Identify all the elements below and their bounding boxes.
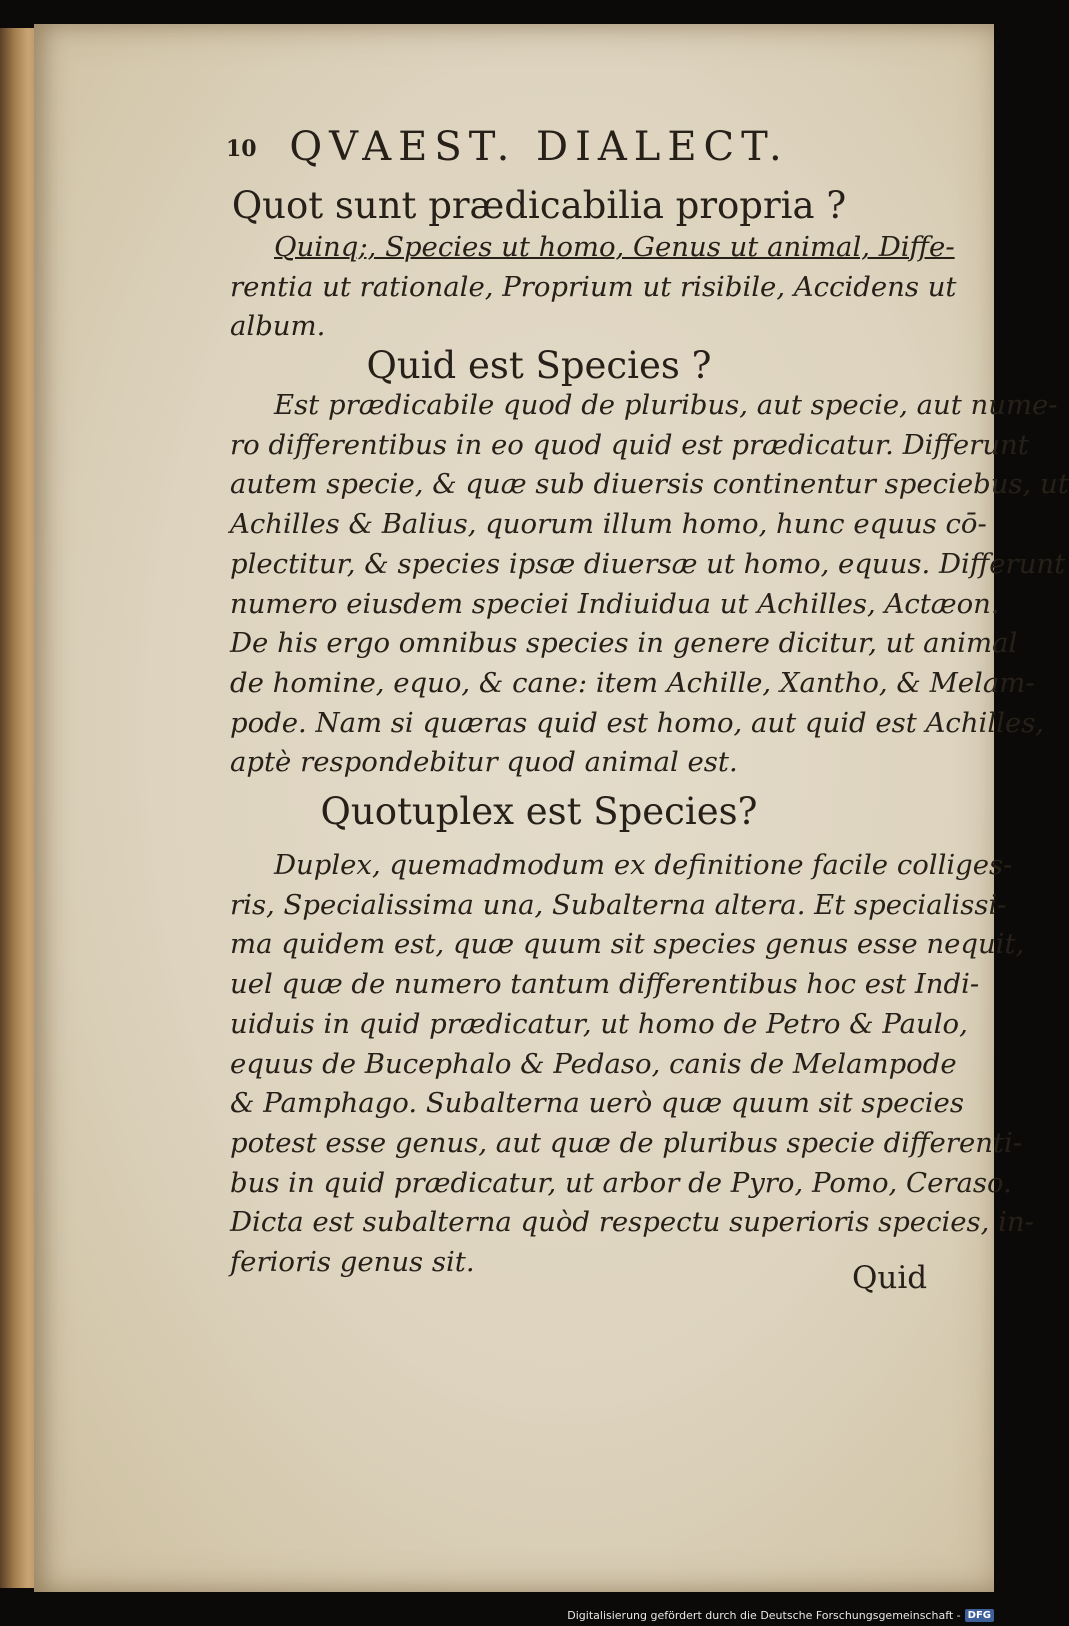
text-line: uiduis in quid prædicatur, ut homo de Petro & Paulo, (230, 1007, 968, 1040)
text-line: Est prædicabile quod de pluribus, aut specie, aut nume- (274, 389, 1058, 421)
text-line: ma quidem est, quæ quum sit species genus esse nequit, (230, 928, 1025, 961)
text-line: numero eiusdem speciei Indiuidua ut Achilles, Actæon. (230, 587, 1000, 620)
text-line: equus de Bucephalo & Pedaso, canis de Melampode (230, 1047, 957, 1080)
text-line: potest esse genus, aut quæ de pluribus specie differenti- (230, 1126, 1023, 1159)
section-paragraph (230, 228, 957, 347)
text-line: aptè respondebitur quod animal est. (230, 746, 738, 779)
section-heading: Quotuplex est Species? (320, 790, 758, 833)
text-line: bus in quid prædicatur, ut arbor de Pyro, Pomo, Ceraso. (230, 1166, 1012, 1199)
digitization-footer (567, 1609, 994, 1622)
text-line: ris, Specialissima una, Subalterna altera. Et specialissi- (230, 888, 1007, 921)
text-line: & Pamphago. Subalterna uerò quæ quum sit species (230, 1087, 964, 1120)
text-line: ferioris genus sit. (230, 1246, 475, 1279)
text-line: pode. Nam si quæras quid est homo, aut quid est Achilles, (230, 706, 1045, 739)
text-line: plectitur, & species ipsæ diuersæ ut homo, equus. Differunt (230, 547, 1066, 580)
text-line: album. (230, 310, 326, 343)
text-line: autem specie, & quæ sub diuersis continentur speciebus, ut (230, 468, 1069, 501)
text-line: uel quæ de numero tantum differentibus hoc est Indi- (230, 968, 980, 1001)
catchword: Quid (852, 1260, 928, 1296)
section-paragraph (230, 846, 1034, 1283)
text-line: De his ergo omnibus species in genere dicitur, ut animal (230, 627, 1018, 660)
text-line: rentia ut rationale, Proprium ut risibile, Accidens ut (230, 270, 957, 303)
section-heading: Quid est Species ? (366, 344, 712, 387)
book-page (34, 24, 1069, 1592)
text-line: Quinq;, Species ut homo, Genus ut animal, Diffe- (274, 231, 955, 263)
text-line: de homine, equo, & cane: item Achille, Xantho, & Melam- (230, 666, 1035, 699)
section-heading: Quot sunt prædicabilia propria ? (231, 184, 847, 227)
text-line: Dicta est subalterna quòd respectu superioris species, in- (230, 1206, 1034, 1239)
text-line: Achilles & Balius, quorum illum homo, hunc equus cō- (230, 508, 987, 541)
text-line: Duplex, quemadmodum ex definitione facile colliges- (274, 849, 1013, 881)
folio-number: 10 (226, 136, 257, 162)
text-line: ro differentibus in eo quod quid est prædicatur. Differunt (230, 428, 1029, 461)
running-head: QVAEST. DIALECT. (289, 124, 789, 170)
section-paragraph (230, 386, 1069, 783)
footer-credit: Digitalisierung gefördert durch die Deutsche Forschungsgemeinschaft - (567, 1609, 961, 1622)
dfg-logo-icon: DFG (965, 1609, 994, 1622)
